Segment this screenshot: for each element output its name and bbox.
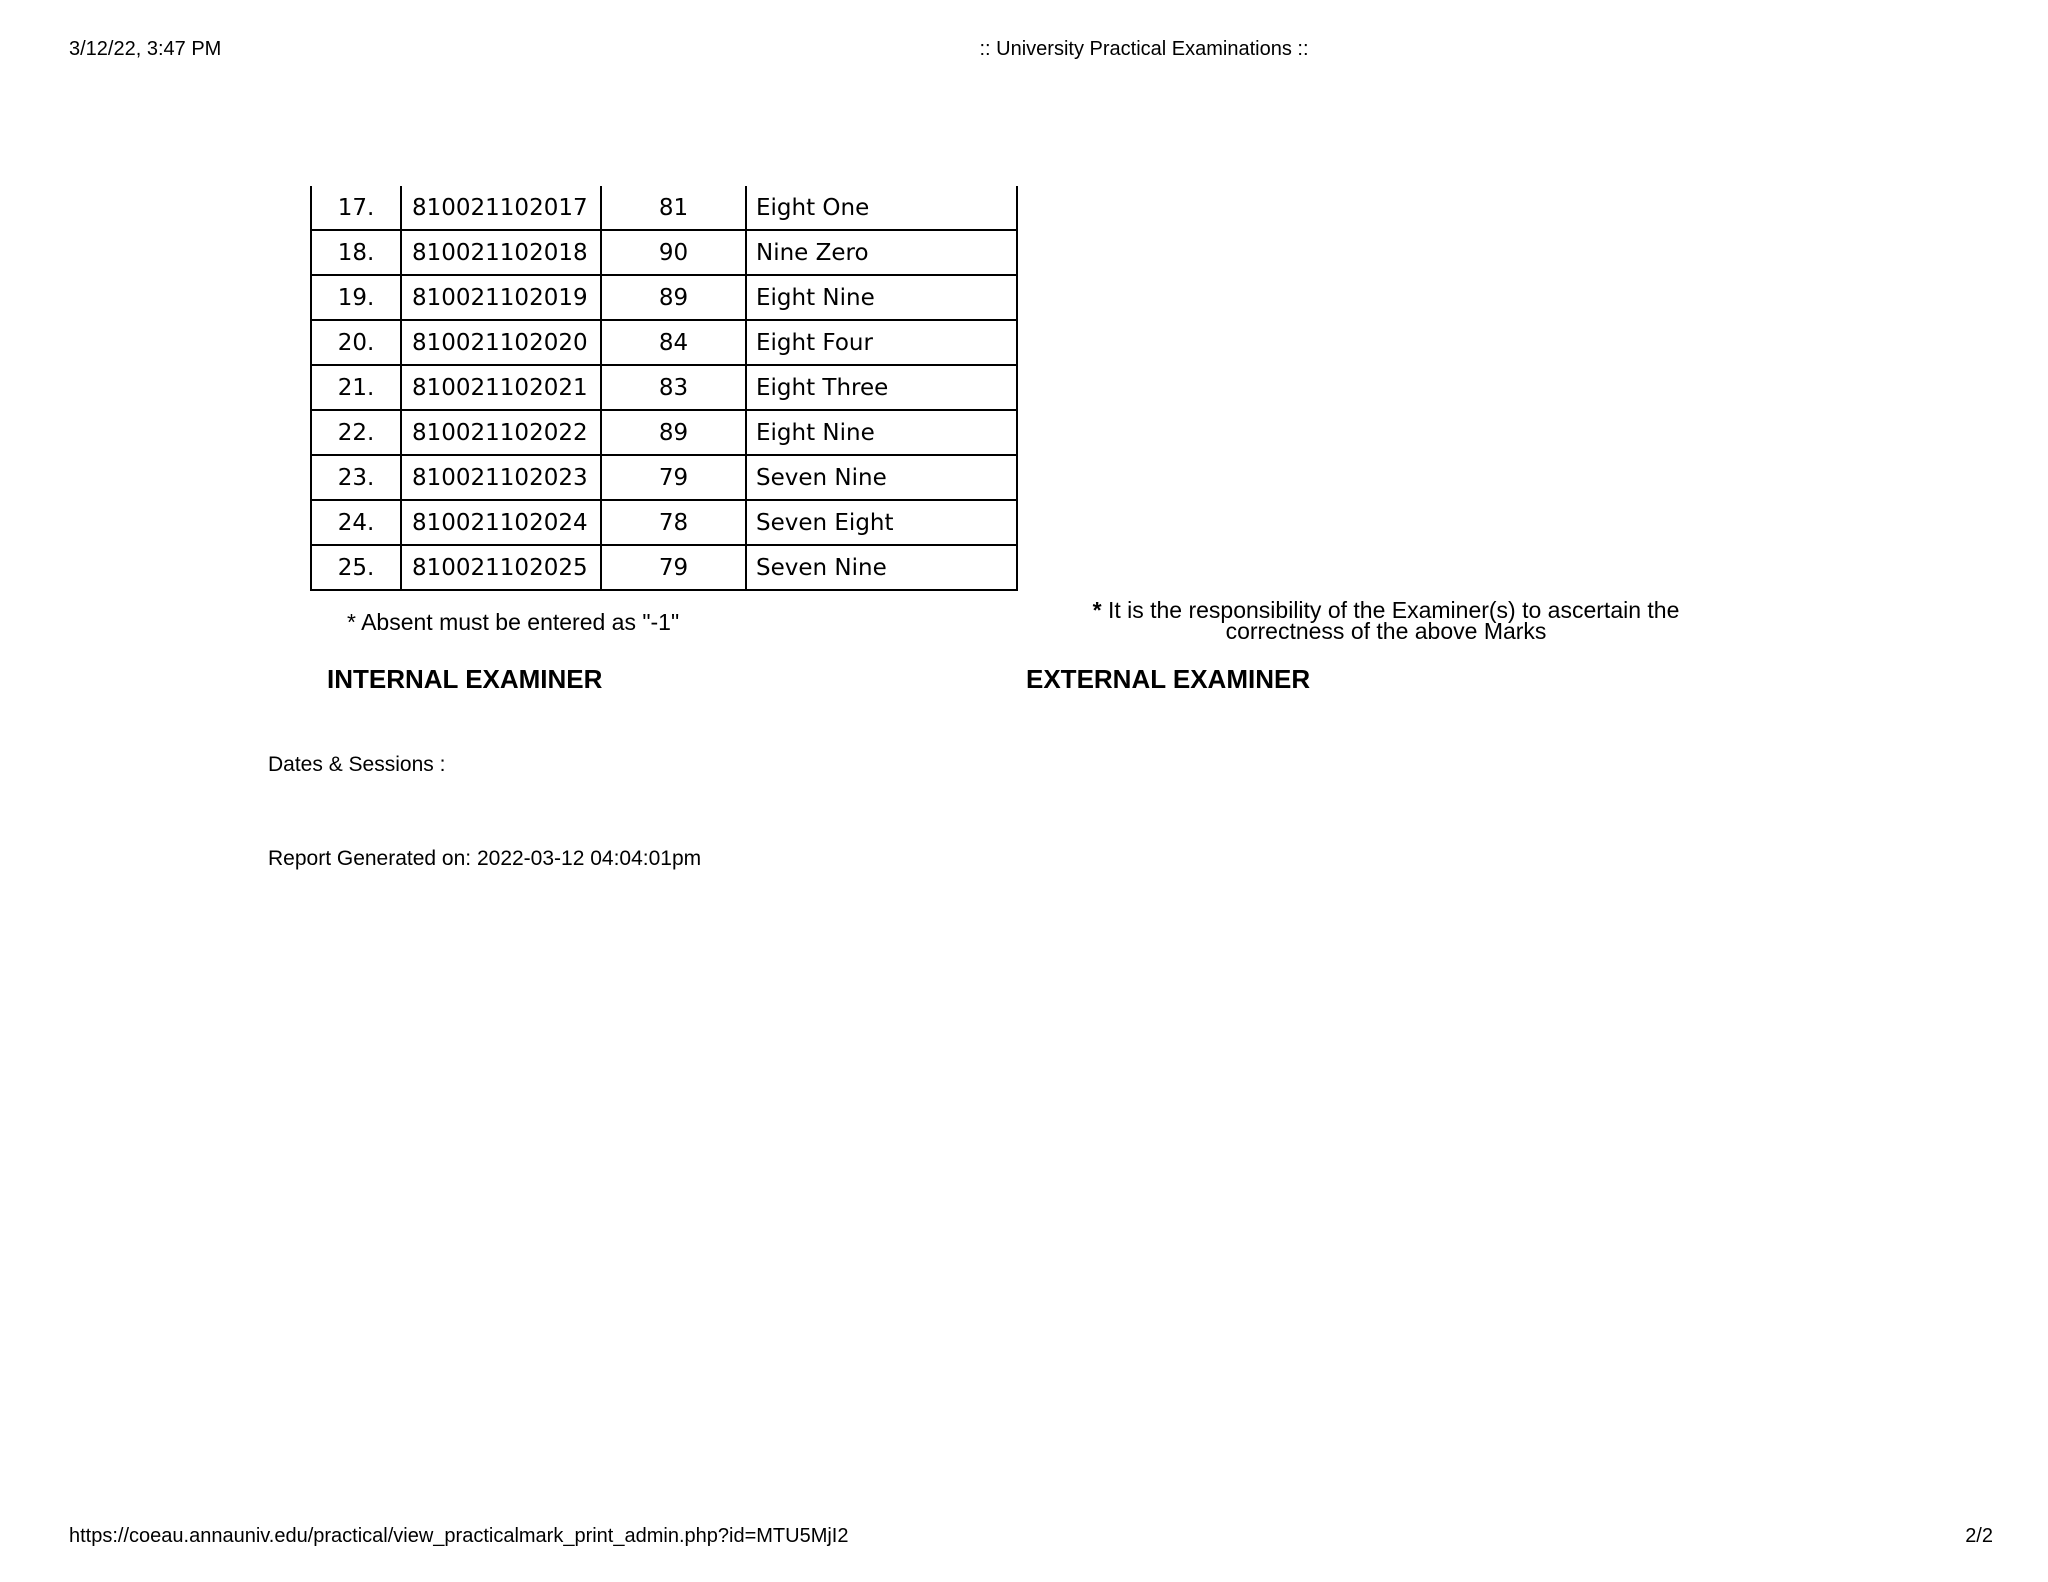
marks-table [310,186,1018,591]
mark-cell: 89 [601,275,746,320]
dates-sessions-label: Dates & Sessions : [268,753,446,776]
register-number-cell: 810021102019 [401,275,601,320]
serial-number-cell: 25. [311,545,401,590]
serial-number-cell: 23. [311,455,401,500]
register-number-cell: 810021102023 [401,455,601,500]
serial-number-cell: 19. [311,275,401,320]
mark-cell: 84 [601,320,746,365]
responsibility-note [1066,597,1706,644]
table-row [311,275,1017,320]
mark-cell: 89 [601,410,746,455]
register-number-cell: 810021102022 [401,410,601,455]
mark-in-words-cell: Eight Nine [746,410,1017,455]
mark-in-words-cell: Eight Three [746,365,1017,410]
register-number-cell: 810021102021 [401,365,601,410]
mark-cell: 83 [601,365,746,410]
register-number-cell: 810021102020 [401,320,601,365]
serial-number-cell: 21. [311,365,401,410]
print-header-datetime: 3/12/22, 3:47 PM [69,38,222,60]
mark-cell: 90 [601,230,746,275]
mark-in-words-cell: Eight Nine [746,275,1017,320]
internal-examiner-label: INTERNAL EXAMINER [327,664,603,694]
table-row [311,230,1017,275]
mark-in-words-cell: Seven Nine [746,545,1017,590]
table-row [311,500,1017,545]
mark-in-words-cell: Seven Nine [746,455,1017,500]
table-row [311,410,1017,455]
serial-number-cell: 17. [311,186,401,230]
mark-cell: 81 [601,186,746,230]
serial-number-cell: 24. [311,500,401,545]
serial-number-cell: 20. [311,320,401,365]
table-row [311,320,1017,365]
external-examiner-label: EXTERNAL EXAMINER [1026,664,1311,694]
register-number-cell: 810021102025 [401,545,601,590]
serial-number-cell: 22. [311,410,401,455]
register-number-cell: 810021102018 [401,230,601,275]
mark-in-words-cell: Nine Zero [746,230,1017,275]
serial-number-cell: 18. [311,230,401,275]
mark-in-words-cell: Eight Four [746,320,1017,365]
mark-in-words-cell: Eight One [746,186,1017,230]
table-row [311,455,1017,500]
responsibility-note-star: * [1092,597,1102,623]
report-generated-label: Report Generated on: 2022-03-12 04:04:01pm [268,847,702,870]
mark-in-words-cell: Seven Eight [746,500,1017,545]
table-row [311,186,1017,230]
responsibility-note-text: It is the responsibility of the Examiner(s) to ascertain the correctness of the above Marks [1101,597,1680,644]
table-row [311,365,1017,410]
register-number-cell: 810021102017 [401,186,601,230]
print-footer-url: https://coeau.annauniv.edu/practical/view_practicalmark_print_admin.php?id=MTU5MjI2 [69,1525,849,1547]
register-number-cell: 810021102024 [401,500,601,545]
mark-cell: 79 [601,455,746,500]
mark-cell: 79 [601,545,746,590]
print-footer-page-number: 2/2 [1965,1525,1993,1547]
table-row [311,545,1017,590]
mark-cell: 78 [601,500,746,545]
print-header-title: :: University Practical Examinations :: [979,38,1309,60]
absent-note: * Absent must be entered as "-1" [347,609,680,635]
